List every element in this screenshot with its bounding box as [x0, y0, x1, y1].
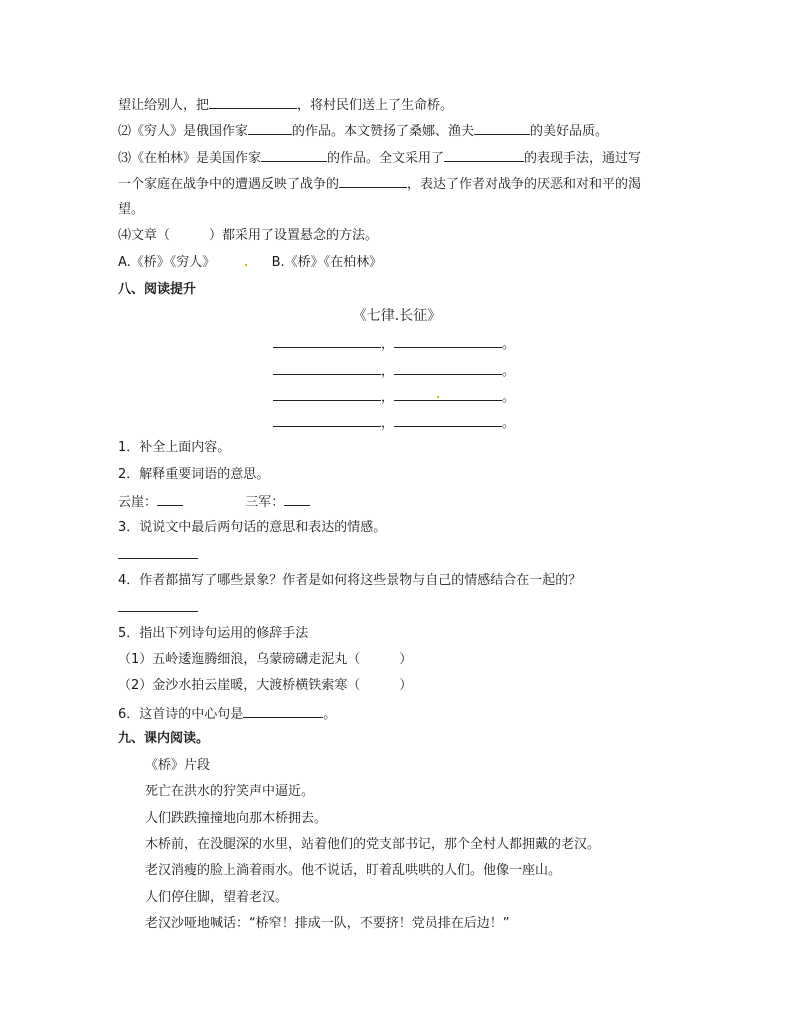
answer-blank[interactable] — [118, 546, 198, 559]
text: 6．这首诗的中心句是 — [118, 707, 244, 722]
answer-blank[interactable] — [261, 149, 327, 162]
passage-paragraph: 人们跌跌撞撞地向那木桥拥去。 — [145, 811, 328, 826]
answer-blank[interactable] — [444, 149, 524, 162]
s8-q3-answer — [118, 546, 198, 564]
text: ⑶《在柏林》是美国作家 — [118, 151, 262, 166]
poem-blank[interactable] — [394, 335, 502, 348]
poem-blank[interactable] — [273, 414, 381, 427]
answer-blank[interactable] — [248, 122, 292, 135]
s7-q3-line3: 望。 — [118, 202, 145, 217]
text: 望让给别人，把 — [118, 98, 210, 113]
stray-mark — [437, 396, 439, 398]
passage-paragraph: 老汉沙哑地喊话：“桥窄！排成一队，不要挤！党员排在后边！” — [145, 916, 510, 931]
text: ⑵《穷人》是俄国作家 — [118, 124, 249, 139]
poem-blank[interactable] — [273, 388, 381, 401]
text: ，表达了作者对战争的厌恶和对和平的渴 — [407, 177, 642, 192]
poem-blank[interactable] — [273, 362, 381, 375]
answer-blank[interactable] — [474, 122, 530, 135]
poem-line-2: ， 。 — [273, 362, 515, 380]
poem-blank[interactable] — [273, 335, 381, 348]
section9-heading: 九、课内阅读。 — [118, 731, 210, 746]
s8-q5-2: （2）金沙水拍云崖暖，大渡桥横铁索寒（ ） — [118, 678, 413, 693]
passage-paragraph: 老汉消瘦的脸上淌着雨水。他不说话，盯着乱哄哄的人们。他像一座山。 — [145, 863, 562, 878]
s8-q1: 1．补全上面内容。 — [118, 440, 231, 455]
poem-title: 《七律.长征》 — [352, 308, 442, 324]
answer-blank[interactable] — [284, 493, 310, 506]
passage-paragraph: 木桥前，在没腿深的水里，站着他们的党支部书记，那个全村人都拥戴的老汉。 — [145, 837, 601, 852]
answer-blank[interactable] — [118, 599, 198, 612]
poem-blank[interactable] — [394, 414, 502, 427]
s8-q3: 3．说说文中最后两句话的意思和表达的情感。 — [118, 520, 387, 535]
option-b[interactable]: B.《桥》《在柏林》 — [271, 255, 383, 270]
s7-options — [118, 255, 382, 271]
poem-blank[interactable] — [394, 388, 502, 401]
poem-blank[interactable] — [394, 362, 502, 375]
s8-q2-terms — [118, 493, 310, 511]
answer-blank[interactable] — [339, 175, 407, 188]
answer-blank[interactable] — [209, 96, 297, 109]
term-label: 云崖： — [118, 495, 158, 510]
text: 的作品。本文赞扬了桑娜、渔夫 — [292, 124, 475, 139]
answer-blank[interactable] — [157, 493, 183, 506]
s8-q4: 4．作者都描写了哪些景象？作者是如何将这些景物与自己的情感结合在一起的？ — [118, 573, 582, 588]
text: 的美好品质。 — [530, 124, 609, 139]
section8-heading: 八、阅读提升 — [118, 282, 197, 297]
text: 一个家庭在战争中的遭遇反映了战争的 — [118, 177, 340, 192]
s8-q6 — [118, 705, 336, 723]
text: 的作品。全文采用了 — [327, 151, 445, 166]
option-a[interactable]: A.《桥》《穷人》 — [118, 255, 216, 270]
answer-blank[interactable] — [243, 705, 323, 718]
poem-line-3: ， 。 — [273, 388, 515, 406]
passage-title: 《桥》片段 — [145, 758, 211, 773]
poem-line-4: ， 。 — [273, 414, 515, 432]
passage-paragraph: 死亡在洪水的狞笑声中逼近。 — [145, 784, 315, 799]
s8-q5-1: （1）五岭逶迤腾细浪，乌蒙磅礴走泥丸（ ） — [118, 652, 413, 667]
s7-line0 — [118, 96, 453, 114]
poem-line-1: ， 。 — [273, 335, 515, 353]
stray-mark — [245, 264, 247, 266]
s7-q3-line2 — [118, 175, 641, 193]
s8-q5: 5．指出下列诗句运用的修辞手法 — [118, 626, 309, 641]
term-label: 三军： — [245, 495, 285, 510]
s7-q2 — [118, 122, 608, 140]
s8-q4-answer — [118, 599, 198, 617]
passage-paragraph: 人们停住脚，望着老汉。 — [145, 890, 289, 905]
s7-q3 — [118, 149, 641, 167]
text: 。 — [323, 707, 337, 722]
text: ，将村民们送上了生命桥。 — [297, 98, 454, 113]
text: 的表现手法，通过写 — [524, 151, 642, 166]
s8-q2: 2．解释重要词语的意思。 — [118, 467, 270, 482]
s7-q4: ⑷文章（ ）都采用了设置悬念的方法。 — [118, 228, 379, 243]
